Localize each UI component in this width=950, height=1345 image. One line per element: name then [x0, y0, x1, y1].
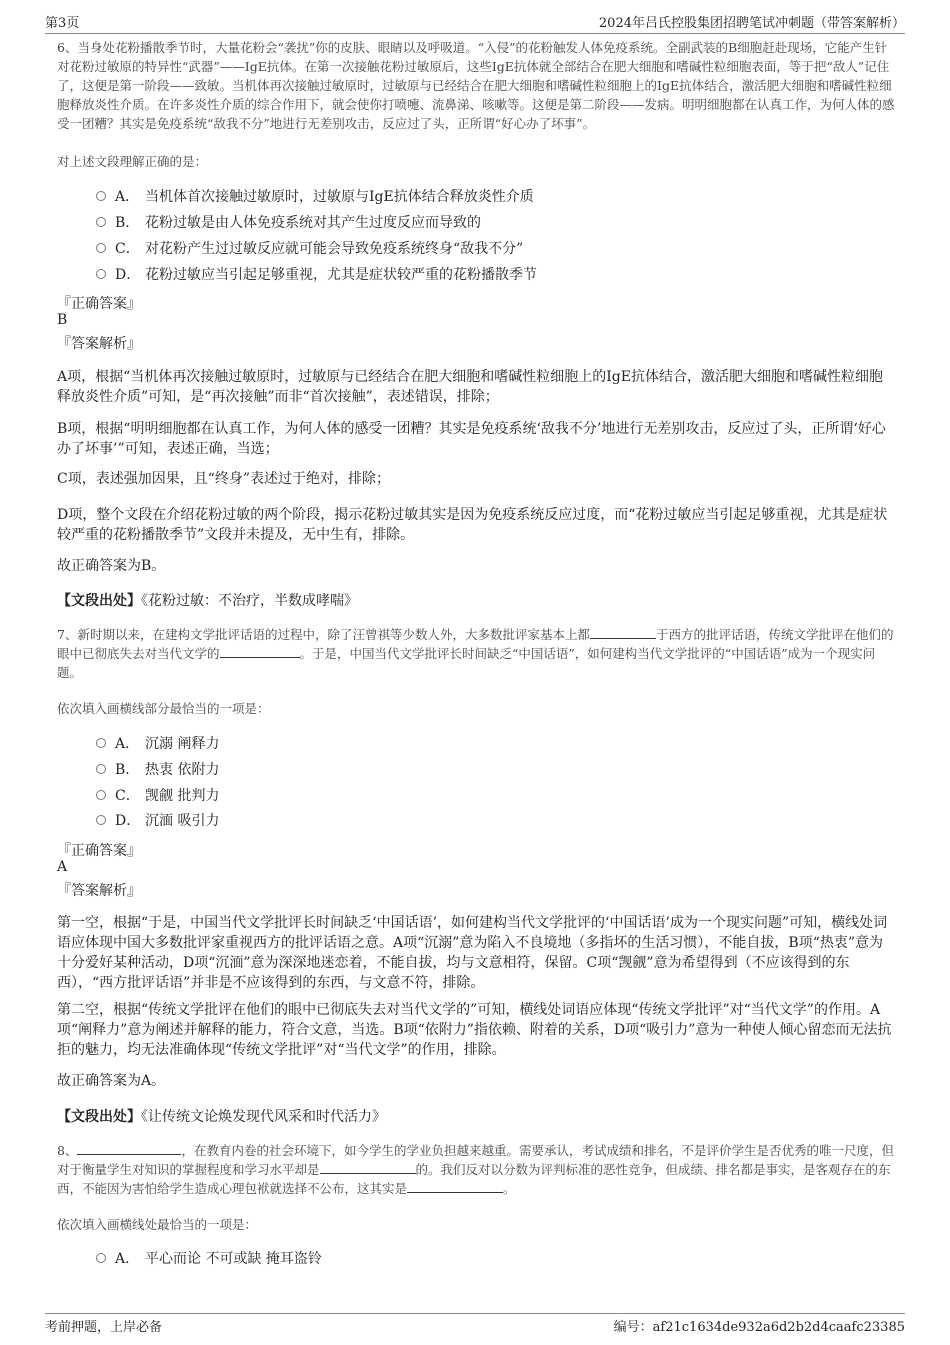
- radio-icon[interactable]: [96, 269, 106, 279]
- q7-prompt: 依次填入画横线部分最恰当的一项是：: [57, 701, 270, 716]
- q6-analysis-label: 『答案解析』: [57, 336, 141, 352]
- q6-answer: B: [57, 312, 68, 328]
- radio-icon[interactable]: [96, 790, 106, 800]
- q6-prompt: 对上述文段理解正确的是：: [57, 154, 208, 169]
- q6-explanation-b: B项，根据“明明细胞都在认真工作，为何人体的感受一团糟？其实是免疫系统‘敌我不分’地进行无差别攻击，反应过了头，正所谓‘好心办了坏事’”可知，表述正确，当选；: [57, 421, 886, 457]
- q6-source: 【文段出处】《花粉过敏：不治疗，半数成哮喘》: [57, 593, 358, 609]
- q6-explanation-a: A项，根据“当机体再次接触过敏原时，过敏原与已经结合在肥大细胞和嗜碱性粒细胞上的IgE抗体结合，激活肥大细胞和嗜碱性粒细胞释放炎性介质”可知，是“再次接触”而非“首次接触”，表述错误，排除；: [57, 369, 883, 405]
- q6-option-d[interactable]: D． 花粉过敏应当引起足够重视，尤其是症状较严重的花粉播散季节: [96, 264, 537, 286]
- page-footer: [45, 1316, 905, 1336]
- q8-passage: 8、 ，在教育内卷的社会环境下，如今学生的学业负担越来越重。需要承认，考试成绩和排名，不是评价学生是否优秀的唯一尺度，但对于衡量学生对知识的掌握程度和学习水平却是 的。我们反对以分数为评判标准的恶性竞争，但成绩、排名都是事实，是客观存在的东西，不能因为害怕给学生造成心理包袱就选择不公布，这其实是 。: [57, 1143, 894, 1196]
- q7-option-c[interactable]: C． 觊觎 批判力: [96, 785, 219, 807]
- q6-passage: 6、当身处花粉播散季节时，大量花粉会“袭扰”你的皮肤、眼睛以及呼吸道。“入侵”的花粉触发人体免疫系统。全副武装的B细胞赶赴现场，它能产生针对花粉过敏原的特异性“武器”——IgE抗体。在第一次接触花粉过敏原后，这些IgE抗体就全部结合在肥大细胞和嗜碱性粒细胞表面，等于把“敌人”记住了，这便是第一阶段——致敏。当机体再次接触过敏原时，过敏原与已经结合在肥大细胞和嗜碱性粒细胞上的IgE抗体结合，激活肥大细胞和嗜碱性粒细胞释放炎性介质。在许多炎性介质的综合作用下，就会使你打喷嚏、流鼻涕、咳嗽等。这便是第二阶段——发病。明明细胞都在认真工作，为何人体的感受一团糟？其实是免疫系统“敌我不分”地进行无差别攻击，反应过了头，正所谓“好心办了坏事”。: [57, 40, 895, 131]
- radio-icon[interactable]: [96, 217, 106, 227]
- q7-source-title: 《让传统文论焕发现代风采和时代活力》: [141, 1109, 386, 1125]
- q7-option-b[interactable]: B． 热衷 依附力: [96, 759, 219, 781]
- q6-source-title: 《花粉过敏：不治疗，半数成哮喘》: [141, 593, 358, 609]
- q7-conclusion: 故正确答案为A。: [57, 1073, 166, 1089]
- q7-analysis-label: 『答案解析』: [57, 883, 141, 899]
- q7-explanation-2: 第二空，根据“传统文学批评在他们的眼中已彻底失去对当代文学的”可知，横线处词语应体现“传统文学批评”对“当代文学”的作用。A项“阐释力”意为阐述并解释的能力，符合文意，当选。B项“依附力”指依赖、附着的关系，D项“吸引力”意为一种使人倾心留恋而无法抗拒的魅力，均无法准确体现“传统文学批评”对“当代文学”的作用，排除。: [57, 1002, 892, 1058]
- footer-slogan: 考前押题，上岸必备: [45, 1320, 163, 1335]
- q6-explanation-c: C项，表述强加因果，且“终身”表述过于绝对，排除；: [57, 471, 391, 487]
- radio-icon[interactable]: [96, 191, 106, 201]
- radio-icon[interactable]: [96, 738, 106, 748]
- radio-icon[interactable]: [96, 1253, 106, 1263]
- q7-answer: A: [57, 859, 68, 875]
- blank-line: [220, 644, 300, 658]
- radio-icon[interactable]: [96, 243, 106, 253]
- footer-divider: [45, 1313, 905, 1314]
- blank-line: [320, 1160, 416, 1174]
- header-divider: [45, 33, 905, 34]
- q6-conclusion: 故正确答案为B。: [57, 558, 166, 574]
- q6-option-a[interactable]: A． 当机体首次接触过敏原时，过敏原与IgE抗体结合释放炎性介质: [96, 186, 534, 208]
- q8-option-a[interactable]: A． 平心而论 不可或缺 掩耳盗铃: [96, 1248, 322, 1270]
- blank-line: [590, 625, 656, 639]
- q6-answer-label: 『正确答案』: [57, 296, 141, 312]
- document-title: 2024年吕氏控股集团招聘笔试冲刺题（带答案解析）: [598, 16, 905, 31]
- page-number: 第3页: [45, 16, 80, 31]
- q7-option-a[interactable]: A． 沉溺 阐释力: [96, 733, 219, 755]
- q7-option-d[interactable]: D． 沉湎 吸引力: [96, 810, 219, 832]
- blank-line: [77, 1141, 181, 1155]
- radio-icon[interactable]: [96, 815, 106, 825]
- q7-source: 【文段出处】《让传统文论焕发现代风采和时代活力》: [57, 1109, 386, 1125]
- q6-explanation-d: D项，整个文段在介绍花粉过敏的两个阶段，揭示花粉过敏其实是因为免疫系统反应过度，而“花粉过敏应当引起足够重视，尤其是症状较严重的花粉播散季节”文段并未提及，无中生有，排除。: [57, 507, 888, 543]
- q6-option-c[interactable]: C． 对花粉产生过过敏反应就可能会导致免疫系统终身“敌我不分”: [96, 238, 523, 260]
- q7-passage: 7、新时期以来，在建构文学批评话语的过程中，除了汪曾祺等少数人外，大多数批评家基本上都 于西方的批评话语，传统文学批评在他们的眼中已彻底失去对当代文学的 。于是，中国当代文学批评长时间缺乏“中国话语”，如何建构当代文学批评的“中国话语”成为一个现实问题。: [57, 627, 894, 680]
- q7-explanation-1: 第一空，根据“于是，中国当代文学批评长时间缺乏‘中国话语’，如何建构当代文学批评的‘中国话语’成为一个现实问题”可知，横线处词语应体现中国大多数批评家重视西方的批评话语之意。A项“沉溺”意为陷入不良境地（多指坏的生活习惯），不能自拔，B项“热衷”意为十分爱好某种活动，D项“沉湎”意为深深地迷恋着，不能自拔，均与文意相符，保留。C项“觊觎”意为希望得到（不应该得到的东西），“西方批评话语”并非是不应该得到的东西，与文意不符，排除。: [57, 915, 888, 991]
- q6-option-b[interactable]: B． 花粉过敏是由人体免疫系统对其产生过度反应而导致的: [96, 212, 481, 234]
- q7-answer-label: 『正确答案』: [57, 843, 141, 859]
- radio-icon[interactable]: [96, 764, 106, 774]
- blank-line: [407, 1179, 503, 1193]
- q8-prompt: 依次填入画横线处最恰当的一项是：: [57, 1217, 258, 1232]
- page-header: [45, 12, 905, 32]
- document-id: 编号：af21c1634de932a6d2b2d4caafc23385: [613, 1320, 905, 1335]
